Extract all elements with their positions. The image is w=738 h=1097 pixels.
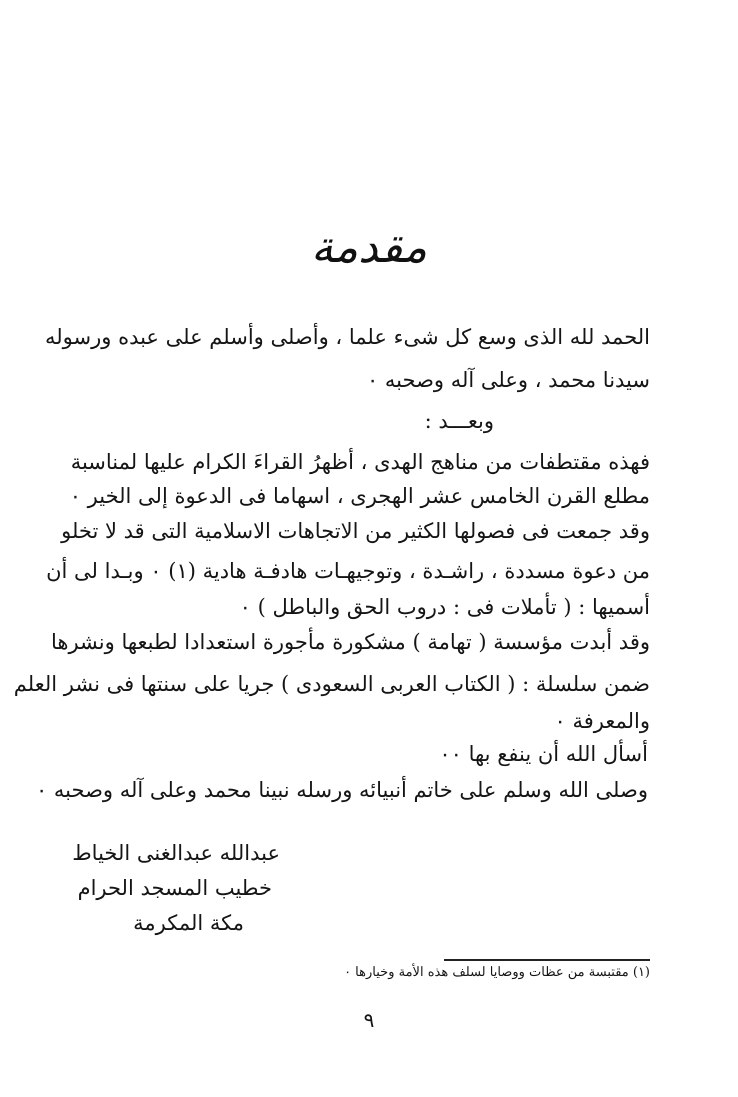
paragraph-line: فهذه مقتطفات من مناهج الهدى ، أظهرُ القراءَ الكرام عليها لمناسبة: [70, 450, 650, 474]
paragraph-line: مطلع القرن الخامس عشر الهجرى ، اسهاما فى الدعوة إلى الخير ٠: [69, 484, 650, 508]
footnote: (١) مقتبسة من عظات ووصايا لسلف هذه الأمة وخيارها ٠: [344, 965, 650, 980]
paragraph-line: ضمن سلسلة : ( الكتاب العربى السعودى ) جريا على سنتها فى نشر العلم: [13, 672, 650, 696]
paragraph-line: أسميها : ( تأملات فى : دروب الحق والباطل ) ٠: [239, 595, 650, 619]
section-heading: وبعـــد :: [424, 409, 494, 433]
page-title: مقدمة: [310, 222, 428, 273]
paragraph-line: وقد أبدت مؤسسة ( تهامة ) مشكورة مأجورة استعدادا لطبعها ونشرها: [50, 630, 650, 654]
paragraph-line: أسأل الله أن ينفع بها ٠٠: [439, 742, 648, 766]
footnote-divider: [444, 959, 650, 961]
paragraph-line: من دعوة مسددة ، راشـدة ، وتوجيهـات هادفـة هادية (١) ٠ وبـدا لى أن: [46, 559, 650, 583]
signature-name: عبدالله عبدالغنى الخياط: [72, 841, 280, 865]
paragraph-line: وقد جمعت فى فصولها الكثير من الاتجاهات الاسلامية التى قد لا تخلو: [61, 519, 650, 543]
page-number: ٩: [363, 1008, 375, 1032]
paragraph-line: وصلى الله وسلم على خاتم أنبيائه ورسله نبينا محمد وعلى آله وصحبه ٠: [35, 778, 648, 802]
paragraph-line: سيدنا محمد ، وعلى آله وصحبه ٠: [366, 368, 650, 392]
signature-role: خطيب المسجد الحرام: [77, 876, 272, 900]
signature-place: مكة المكرمة: [133, 911, 244, 935]
paragraph-line: والمعرفة ٠: [554, 709, 650, 733]
paragraph-line: الحمد لله الذى وسع كل شىء علما ، وأصلى وأسلم على عبده ورسوله: [45, 325, 650, 349]
